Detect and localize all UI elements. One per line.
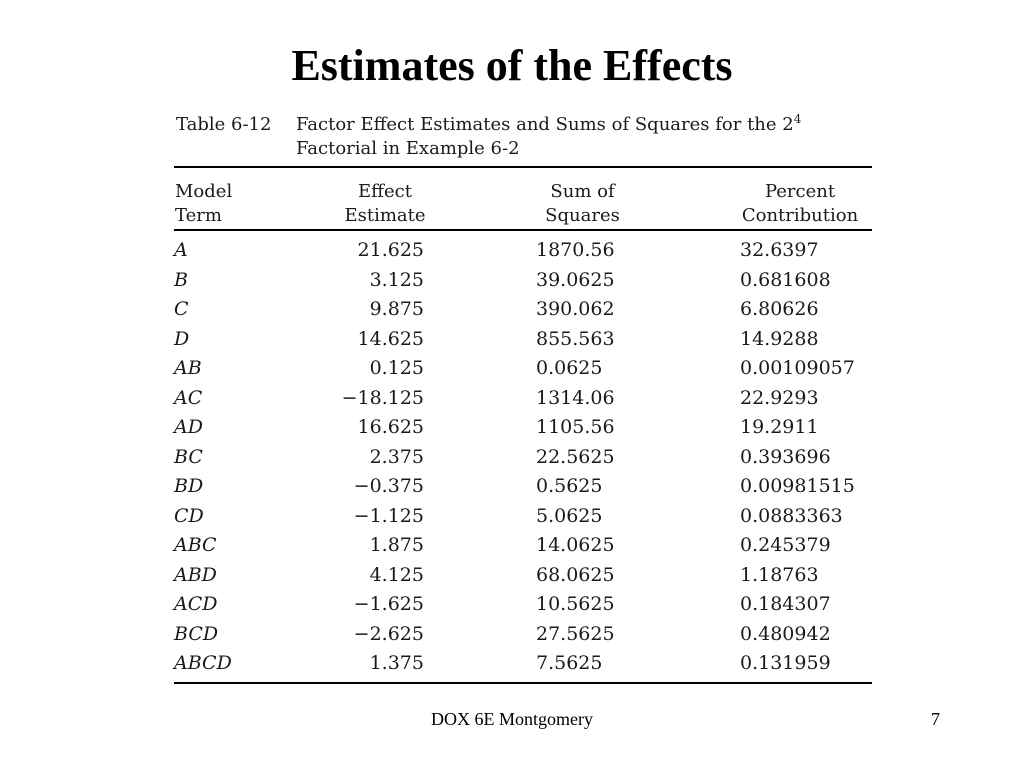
table-row [0, 413, 1024, 443]
table-row [0, 649, 1024, 679]
cell-percent-contribution: 0.480942 [740, 622, 831, 645]
table-body [0, 236, 1024, 679]
cell-percent-contribution: 14.9288 [740, 327, 819, 350]
cell-model-term: BCD [174, 622, 219, 645]
cell-sum-of-squares: 1870.56 [536, 239, 615, 261]
cell-effect-estimate: 1.875 [369, 534, 424, 556]
table-header-rule [174, 229, 872, 231]
cell-sum-of-squares: 5.0625 [536, 504, 603, 527]
cell-model-term: C [174, 298, 189, 320]
cell-model-term: A [174, 239, 188, 261]
cell-sum-of-squares: 27.5625 [536, 622, 615, 645]
header-effect-estimate [300, 180, 470, 228]
header-effect-line2: Estimate [344, 205, 426, 226]
cell-model-term: BD [174, 475, 204, 497]
cell-percent-contribution: 0.681608 [740, 268, 831, 291]
cell-model-term: AC [174, 386, 203, 409]
cell-effect-estimate: 2.375 [369, 445, 424, 468]
table-row [0, 561, 1024, 591]
cell-sum-of-squares: 39.0625 [536, 268, 615, 291]
table-row [0, 325, 1024, 355]
table-row [0, 236, 1024, 266]
table-row [0, 620, 1024, 650]
header-term-line2: Term [175, 205, 222, 226]
cell-model-term: AB [174, 357, 202, 379]
cell-model-term: ABC [174, 534, 217, 556]
cell-percent-contribution: 6.80626 [740, 298, 819, 320]
footer-text: DOX 6E Montgomery [431, 709, 593, 729]
cell-model-term: CD [174, 504, 204, 527]
cell-sum-of-squares: 0.5625 [536, 475, 603, 497]
table-top-rule [174, 166, 872, 168]
table-caption-text [296, 113, 856, 161]
cell-model-term: ABD [174, 563, 217, 586]
header-pct-line1: Percent [764, 181, 836, 202]
header-pct-line2: Contribution [741, 205, 859, 226]
cell-sum-of-squares: 390.062 [536, 298, 615, 320]
page-number: 7 [931, 709, 940, 729]
cell-percent-contribution: 0.00981515 [740, 475, 855, 497]
cell-sum-of-squares: 68.0625 [536, 563, 615, 586]
cell-effect-estimate: 21.625 [357, 239, 424, 261]
header-sum-of-squares [500, 180, 665, 228]
header-percent-contribution [720, 180, 880, 228]
table-row [0, 354, 1024, 384]
cell-sum-of-squares: 0.0625 [536, 357, 603, 379]
cell-model-term: ACD [174, 593, 218, 615]
cell-sum-of-squares: 1314.06 [536, 386, 615, 409]
cell-percent-contribution: 0.00109057 [740, 357, 855, 379]
cell-effect-estimate: 0.125 [369, 357, 424, 379]
cell-percent-contribution: 0.393696 [740, 445, 831, 468]
table-row [0, 384, 1024, 414]
cell-model-term: ABCD [174, 652, 232, 674]
caption-line1 [296, 114, 801, 135]
table-label: Table 6-12 [176, 114, 272, 135]
cell-sum-of-squares: 855.563 [536, 327, 615, 350]
cell-effect-estimate: −18.125 [341, 386, 424, 409]
cell-model-term: D [174, 327, 190, 350]
cell-effect-estimate: 14.625 [357, 327, 424, 350]
header-ss-line2: Squares [545, 205, 620, 226]
cell-sum-of-squares: 14.0625 [536, 534, 615, 556]
header-ss-line1: Sum of [550, 181, 615, 202]
table-row [0, 531, 1024, 561]
cell-sum-of-squares: 22.5625 [536, 445, 615, 468]
cell-effect-estimate: 1.375 [369, 652, 424, 674]
cell-model-term: AD [174, 416, 203, 438]
header-term-line1: Model [175, 181, 233, 202]
cell-percent-contribution: 19.2911 [740, 416, 819, 438]
cell-percent-contribution: 0.0883363 [740, 504, 843, 527]
cell-sum-of-squares: 1105.56 [536, 416, 615, 438]
cell-percent-contribution: 0.184307 [740, 593, 831, 615]
table-row [0, 502, 1024, 532]
cell-effect-estimate: −0.375 [353, 475, 424, 497]
table-row [0, 295, 1024, 325]
cell-sum-of-squares: 10.5625 [536, 593, 615, 615]
cell-model-term: BC [174, 445, 203, 468]
cell-effect-estimate: 9.875 [369, 298, 424, 320]
caption-superscript: 4 [793, 112, 802, 126]
cell-percent-contribution: 1.18763 [740, 563, 819, 586]
table-row [0, 590, 1024, 620]
cell-percent-contribution: 32.6397 [740, 239, 819, 261]
cell-sum-of-squares: 7.5625 [536, 652, 603, 674]
table-row [0, 443, 1024, 473]
caption-line1-main: Factor Effect Estimates and Sums of Squares for the 2 [296, 114, 794, 135]
slide-title: Estimates of the Effects [291, 41, 733, 90]
header-model-term [175, 180, 295, 228]
cell-percent-contribution: 0.245379 [740, 534, 831, 556]
cell-effect-estimate: −1.125 [353, 504, 424, 527]
table-row [0, 266, 1024, 296]
cell-effect-estimate: −1.625 [353, 593, 424, 615]
cell-effect-estimate: 3.125 [369, 268, 424, 291]
cell-effect-estimate: 16.625 [357, 416, 424, 438]
caption-line2: Factorial in Example 6-2 [296, 138, 520, 159]
cell-effect-estimate: 4.125 [369, 563, 424, 586]
header-effect-line1: Effect [358, 181, 412, 202]
cell-effect-estimate: −2.625 [353, 622, 424, 645]
cell-percent-contribution: 22.9293 [740, 386, 819, 409]
table-bottom-rule [174, 682, 872, 684]
table-row [0, 472, 1024, 502]
cell-percent-contribution: 0.131959 [740, 652, 831, 674]
cell-model-term: B [174, 268, 188, 291]
